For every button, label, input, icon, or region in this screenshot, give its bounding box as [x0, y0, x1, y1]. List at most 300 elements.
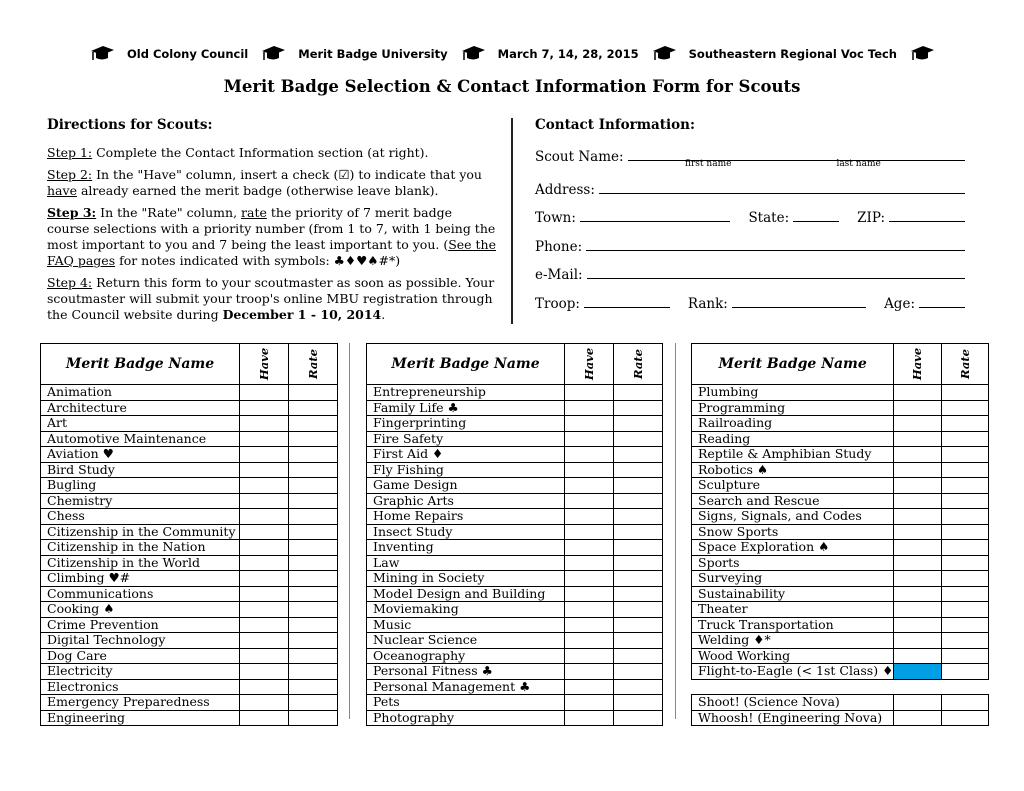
badge-name: Law [367, 555, 565, 571]
contact-heading: Contact Information: [535, 117, 695, 133]
have-cell[interactable] [240, 679, 289, 695]
table-row [367, 493, 663, 509]
rate-cell[interactable] [289, 571, 338, 587]
badge-name: Graphic Arts [367, 493, 565, 509]
table-row [367, 648, 663, 664]
badge-name: Electricity [41, 664, 240, 680]
table-row [367, 633, 663, 649]
have-cell[interactable] [894, 710, 941, 726]
badge-name: Home Repairs [367, 509, 565, 525]
table-row [692, 447, 989, 463]
table-row [41, 617, 338, 633]
rate-cell[interactable] [614, 695, 663, 711]
table-row [367, 695, 663, 711]
have-cell[interactable] [894, 617, 941, 633]
badge-name: Model Design and Building [367, 586, 565, 602]
badge-name: Aviation ♥ [41, 447, 240, 463]
badge-name: Game Design [367, 478, 565, 494]
table-row [692, 555, 989, 571]
table-row [692, 617, 989, 633]
table-row [367, 664, 663, 680]
have-cell[interactable] [240, 555, 289, 571]
last-name-hint: last name [836, 159, 881, 169]
table-row [41, 493, 338, 509]
town-label: Town: [535, 210, 576, 226]
rate-cell[interactable] [289, 431, 338, 447]
have-cell[interactable] [565, 664, 614, 680]
table-row [41, 524, 338, 540]
table-row [367, 416, 663, 432]
rate-cell[interactable] [941, 571, 988, 587]
have-cell[interactable] [894, 385, 941, 401]
header-location: Southeastern Regional Voc Tech [688, 47, 897, 61]
table-row [692, 664, 989, 680]
table-row [367, 540, 663, 556]
have-cell[interactable] [240, 509, 289, 525]
spacer-row [692, 679, 989, 695]
badge-name: Plumbing [692, 385, 894, 401]
have-cell[interactable] [894, 447, 941, 463]
table-row [692, 524, 989, 540]
table-row [367, 571, 663, 587]
have-cell[interactable] [240, 462, 289, 478]
email-label: e-Mail: [535, 267, 583, 283]
have-cell[interactable] [565, 695, 614, 711]
state-field[interactable] [793, 220, 839, 222]
badge-name: Digital Technology [41, 633, 240, 649]
badge-name: Photography [367, 710, 565, 726]
table-row [367, 478, 663, 494]
table-row [692, 385, 989, 401]
badge-name: Welding ♦* [692, 633, 894, 649]
badge-name: Entrepreneurship [367, 385, 565, 401]
have-cell[interactable] [240, 447, 289, 463]
rate-cell[interactable] [941, 695, 988, 711]
rate-cell[interactable] [614, 400, 663, 416]
have-cell[interactable] [240, 400, 289, 416]
rate-cell[interactable] [941, 586, 988, 602]
badge-name: Wood Working [692, 648, 894, 664]
badge-name: Chess [41, 509, 240, 525]
badge-name: Electronics [41, 679, 240, 695]
rate-cell[interactable] [289, 617, 338, 633]
rate-cell[interactable] [289, 447, 338, 463]
rate-cell[interactable] [941, 447, 988, 463]
have-cell[interactable] [240, 648, 289, 664]
have-cell[interactable] [240, 586, 289, 602]
have-cell[interactable] [565, 679, 614, 695]
table-row [41, 586, 338, 602]
have-cell[interactable] [894, 633, 941, 649]
table-row [41, 447, 338, 463]
rate-cell[interactable] [614, 633, 663, 649]
have-cell[interactable] [565, 431, 614, 447]
rate-cell[interactable] [289, 648, 338, 664]
have-cell[interactable] [894, 493, 941, 509]
rate-cell[interactable] [289, 540, 338, 556]
rate-cell[interactable] [941, 416, 988, 432]
have-cell[interactable] [240, 540, 289, 556]
table-row [41, 509, 338, 525]
rate-cell[interactable] [289, 664, 338, 680]
rate-cell[interactable] [941, 602, 988, 618]
rate-cell[interactable] [941, 540, 988, 556]
have-cell[interactable] [240, 416, 289, 432]
badge-name: Personal Fitness ♣ [367, 664, 565, 680]
badge-name: Citizenship in the Community [41, 524, 240, 540]
rate-cell[interactable] [941, 478, 988, 494]
rate-cell[interactable] [614, 385, 663, 401]
rate-cell[interactable] [614, 617, 663, 633]
have-cell[interactable] [240, 695, 289, 711]
rank-label: Rank: [687, 295, 728, 312]
badge-name: Insect Study [367, 524, 565, 540]
table-row [692, 400, 989, 416]
graduation-cap-icon [260, 45, 286, 63]
badge-name: Animation [41, 385, 240, 401]
state-label: State: [748, 210, 790, 226]
rate-cell[interactable] [289, 524, 338, 540]
have-cell[interactable] [894, 602, 941, 618]
badge-name: Art [41, 416, 240, 432]
scout-name-label: Scout Name: [535, 149, 624, 165]
directions-section [47, 117, 497, 329]
rate-cell[interactable] [614, 416, 663, 432]
have-cell[interactable] [565, 400, 614, 416]
merit-badge-table-2 [366, 343, 663, 726]
badge-name: Fingerprinting [367, 416, 565, 432]
have-cell[interactable] [240, 633, 289, 649]
address-field[interactable] [599, 192, 965, 194]
section-divider [511, 118, 513, 324]
badge-name-header: Merit Badge Name [41, 344, 240, 385]
graduation-cap-icon [460, 45, 486, 63]
merit-badge-table-3 [691, 343, 989, 726]
rate-cell[interactable] [614, 478, 663, 494]
badge-name: Space Exploration ♠ [692, 540, 894, 556]
step-4: Step 4: Return this form to your scoutmaster as soon as possible. Your scoutmaster will submit your troop's online MBU registration through the Council website during December 1 - 10, 2014. [47, 275, 495, 322]
badge-name: Whoosh! (Engineering Nova) [692, 710, 894, 726]
scout-name-field[interactable] [628, 159, 965, 161]
table-row [367, 462, 663, 478]
badge-name-header: Merit Badge Name [692, 344, 894, 385]
rate-cell[interactable] [614, 462, 663, 478]
troop-field[interactable] [584, 306, 670, 308]
zip-label: ZIP: [857, 210, 885, 226]
rate-cell[interactable] [614, 431, 663, 447]
badge-name: Cooking ♠ [41, 602, 240, 618]
table-row [692, 478, 989, 494]
age-field[interactable] [919, 306, 965, 308]
badge-name: Theater [692, 602, 894, 618]
badge-name: Architecture [41, 400, 240, 416]
badge-name: Sculpture [692, 478, 894, 494]
badge-name: Pets [367, 695, 565, 711]
table-row [41, 385, 338, 401]
table-row [367, 509, 663, 525]
table-row [692, 602, 989, 618]
badge-name: Surveying [692, 571, 894, 587]
have-cell[interactable] [894, 695, 941, 711]
have-cell[interactable] [894, 586, 941, 602]
rate-cell[interactable] [614, 524, 663, 540]
rate-cell[interactable] [614, 586, 663, 602]
badge-name: Climbing ♥# [41, 571, 240, 587]
badge-name: Chemistry [41, 493, 240, 509]
rate-cell[interactable] [614, 540, 663, 556]
rate-cell[interactable] [614, 509, 663, 525]
table-row [367, 431, 663, 447]
table-row [692, 540, 989, 556]
have-cell[interactable] [565, 633, 614, 649]
badge-name: Bird Study [41, 462, 240, 478]
rate-cell[interactable] [941, 664, 988, 680]
have-cell[interactable] [894, 540, 941, 556]
page-header [0, 45, 1024, 63]
have-cell[interactable] [894, 648, 941, 664]
table-row [41, 648, 338, 664]
email-field[interactable] [587, 277, 965, 279]
have-cell[interactable] [894, 431, 941, 447]
table-row [367, 586, 663, 602]
have-cell[interactable] [565, 509, 614, 525]
badge-name: Automotive Maintenance [41, 431, 240, 447]
have-cell[interactable] [565, 524, 614, 540]
badge-name: Oceanography [367, 648, 565, 664]
table-row [367, 710, 663, 726]
rate-cell[interactable] [614, 664, 663, 680]
table-row [367, 555, 663, 571]
rate-cell[interactable] [289, 602, 338, 618]
badge-name: Emergency Preparedness [41, 695, 240, 711]
troop-label: Troop: [535, 295, 580, 312]
contact-section [535, 117, 965, 312]
table-row [692, 431, 989, 447]
phone-field[interactable] [586, 249, 965, 251]
have-cell[interactable] [565, 447, 614, 463]
have-cell[interactable] [894, 524, 941, 540]
table-row [41, 710, 338, 726]
have-cell[interactable] [240, 493, 289, 509]
rank-field[interactable] [732, 306, 866, 308]
have-cell[interactable] [565, 493, 614, 509]
have-cell[interactable] [565, 555, 614, 571]
table-row [41, 571, 338, 587]
have-cell[interactable] [894, 400, 941, 416]
have-cell[interactable] [565, 602, 614, 618]
rate-cell[interactable] [289, 633, 338, 649]
rate-cell[interactable] [614, 493, 663, 509]
badge-name: Signs, Signals, and Codes [692, 509, 894, 525]
badge-name: Citizenship in the Nation [41, 540, 240, 556]
have-cell[interactable] [240, 431, 289, 447]
badge-name: Fire Safety [367, 431, 565, 447]
phone-label: Phone: [535, 238, 583, 255]
badge-name: Programming [692, 400, 894, 416]
table-row [41, 633, 338, 649]
rate-cell[interactable] [941, 710, 988, 726]
rate-cell[interactable] [614, 679, 663, 695]
badge-name: Citizenship in the World [41, 555, 240, 571]
table-row [41, 555, 338, 571]
rate-header: Rate [289, 344, 338, 385]
badge-name: Flight-to-Eagle (< 1st Class) ♦ [692, 664, 894, 680]
have-cell[interactable] [565, 478, 614, 494]
table-row [41, 602, 338, 618]
address-label: Address: [535, 181, 595, 198]
badge-name: Inventing [367, 540, 565, 556]
rate-cell[interactable] [614, 710, 663, 726]
column-separator [349, 343, 350, 719]
badge-name: Personal Management ♣ [367, 679, 565, 695]
badge-name-header: Merit Badge Name [367, 344, 565, 385]
have-cell[interactable] [894, 478, 941, 494]
header-event: Merit Badge University [298, 47, 448, 61]
rate-cell[interactable] [614, 555, 663, 571]
have-cell[interactable] [565, 416, 614, 432]
badge-name: Truck Transportation [692, 617, 894, 633]
rate-cell[interactable] [289, 555, 338, 571]
table-row [41, 679, 338, 695]
age-label: Age: [884, 295, 915, 312]
have-cell[interactable] [240, 602, 289, 618]
rate-cell[interactable] [941, 617, 988, 633]
have-cell[interactable] [894, 571, 941, 587]
rate-cell[interactable] [614, 447, 663, 463]
step-2: Step 2: In the "Have" column, insert a check (☑) to indicate that you have already earned the merit badge (otherwise leave blank). [47, 167, 482, 198]
table-row [692, 633, 989, 649]
rate-cell[interactable] [941, 509, 988, 525]
have-cell[interactable] [894, 509, 941, 525]
table-row [692, 571, 989, 587]
table-row [692, 509, 989, 525]
table-row [41, 478, 338, 494]
table-row [692, 416, 989, 432]
rate-cell[interactable] [289, 493, 338, 509]
first-name-hint: first name [685, 159, 732, 169]
merit-badge-table-1 [40, 343, 338, 726]
table-row [692, 648, 989, 664]
rate-cell[interactable] [289, 695, 338, 711]
have-cell[interactable] [894, 462, 941, 478]
have-cell[interactable] [894, 664, 941, 680]
table-row [367, 524, 663, 540]
header-council: Old Colony Council [127, 47, 249, 61]
rate-cell[interactable] [614, 648, 663, 664]
badge-name: Robotics ♠ [692, 462, 894, 478]
rate-cell[interactable] [289, 679, 338, 695]
have-cell[interactable] [240, 664, 289, 680]
have-cell[interactable] [565, 648, 614, 664]
badge-name: Family Life ♣ [367, 400, 565, 416]
header-dates: March 7, 14, 28, 2015 [497, 47, 639, 61]
have-cell[interactable] [240, 710, 289, 726]
directions-heading: Directions for Scouts: [47, 117, 213, 133]
have-cell[interactable] [565, 617, 614, 633]
rate-cell[interactable] [941, 400, 988, 416]
have-cell[interactable] [894, 416, 941, 432]
rate-cell[interactable] [289, 509, 338, 525]
rate-cell[interactable] [289, 710, 338, 726]
rate-cell[interactable] [289, 416, 338, 432]
badge-name: Sports [692, 555, 894, 571]
rate-cell[interactable] [289, 478, 338, 494]
have-cell[interactable] [240, 617, 289, 633]
zip-field[interactable] [889, 220, 965, 222]
badge-name: Mining in Society [367, 571, 565, 587]
table-row [367, 602, 663, 618]
have-cell[interactable] [240, 478, 289, 494]
graduation-cap-icon [89, 45, 115, 63]
badge-name: Moviemaking [367, 602, 565, 618]
table-row [367, 447, 663, 463]
badge-name: Engineering [41, 710, 240, 726]
have-cell[interactable] [240, 524, 289, 540]
rate-cell[interactable] [289, 462, 338, 478]
have-cell[interactable] [894, 555, 941, 571]
have-cell[interactable] [565, 586, 614, 602]
have-cell[interactable] [240, 571, 289, 587]
rate-cell[interactable] [941, 385, 988, 401]
table-row [41, 695, 338, 711]
rate-cell[interactable] [614, 571, 663, 587]
table-row [41, 664, 338, 680]
table-row [367, 679, 663, 695]
rate-cell[interactable] [289, 586, 338, 602]
step-1: Step 1: Complete the Contact Information section (at right). [47, 145, 429, 160]
graduation-cap-icon [651, 45, 677, 63]
table-row [692, 462, 989, 478]
have-header: Have [240, 344, 289, 385]
have-header: Have [565, 344, 614, 385]
rate-header: Rate [941, 344, 988, 385]
rate-cell[interactable] [941, 493, 988, 509]
table-row [367, 385, 663, 401]
have-cell[interactable] [565, 540, 614, 556]
have-cell[interactable] [565, 710, 614, 726]
table-row [692, 493, 989, 509]
rate-cell[interactable] [941, 633, 988, 649]
badge-name: Railroading [692, 416, 894, 432]
badge-name: Communications [41, 586, 240, 602]
badge-name: Dog Care [41, 648, 240, 664]
rate-cell[interactable] [289, 385, 338, 401]
table-row [692, 586, 989, 602]
column-separator [675, 343, 676, 719]
have-cell[interactable] [565, 571, 614, 587]
graduation-cap-icon [909, 45, 935, 63]
rate-cell[interactable] [941, 431, 988, 447]
table-row [692, 695, 989, 711]
rate-cell[interactable] [941, 648, 988, 664]
table-row [41, 416, 338, 432]
rate-cell[interactable] [941, 524, 988, 540]
table-row [41, 400, 338, 416]
have-cell[interactable] [565, 385, 614, 401]
form-title: Merit Badge Selection & Contact Information Form for Scouts [223, 77, 801, 96]
badge-name: Sustainability [692, 586, 894, 602]
rate-cell[interactable] [941, 555, 988, 571]
badge-name: Search and Rescue [692, 493, 894, 509]
town-field[interactable] [580, 220, 731, 222]
badge-name: First Aid ♦ [367, 447, 565, 463]
have-cell[interactable] [240, 385, 289, 401]
faq-link[interactable]: See the FAQ pages [47, 237, 497, 268]
have-cell[interactable] [565, 462, 614, 478]
rate-cell[interactable] [941, 462, 988, 478]
rate-cell[interactable] [289, 400, 338, 416]
rate-cell[interactable] [614, 602, 663, 618]
